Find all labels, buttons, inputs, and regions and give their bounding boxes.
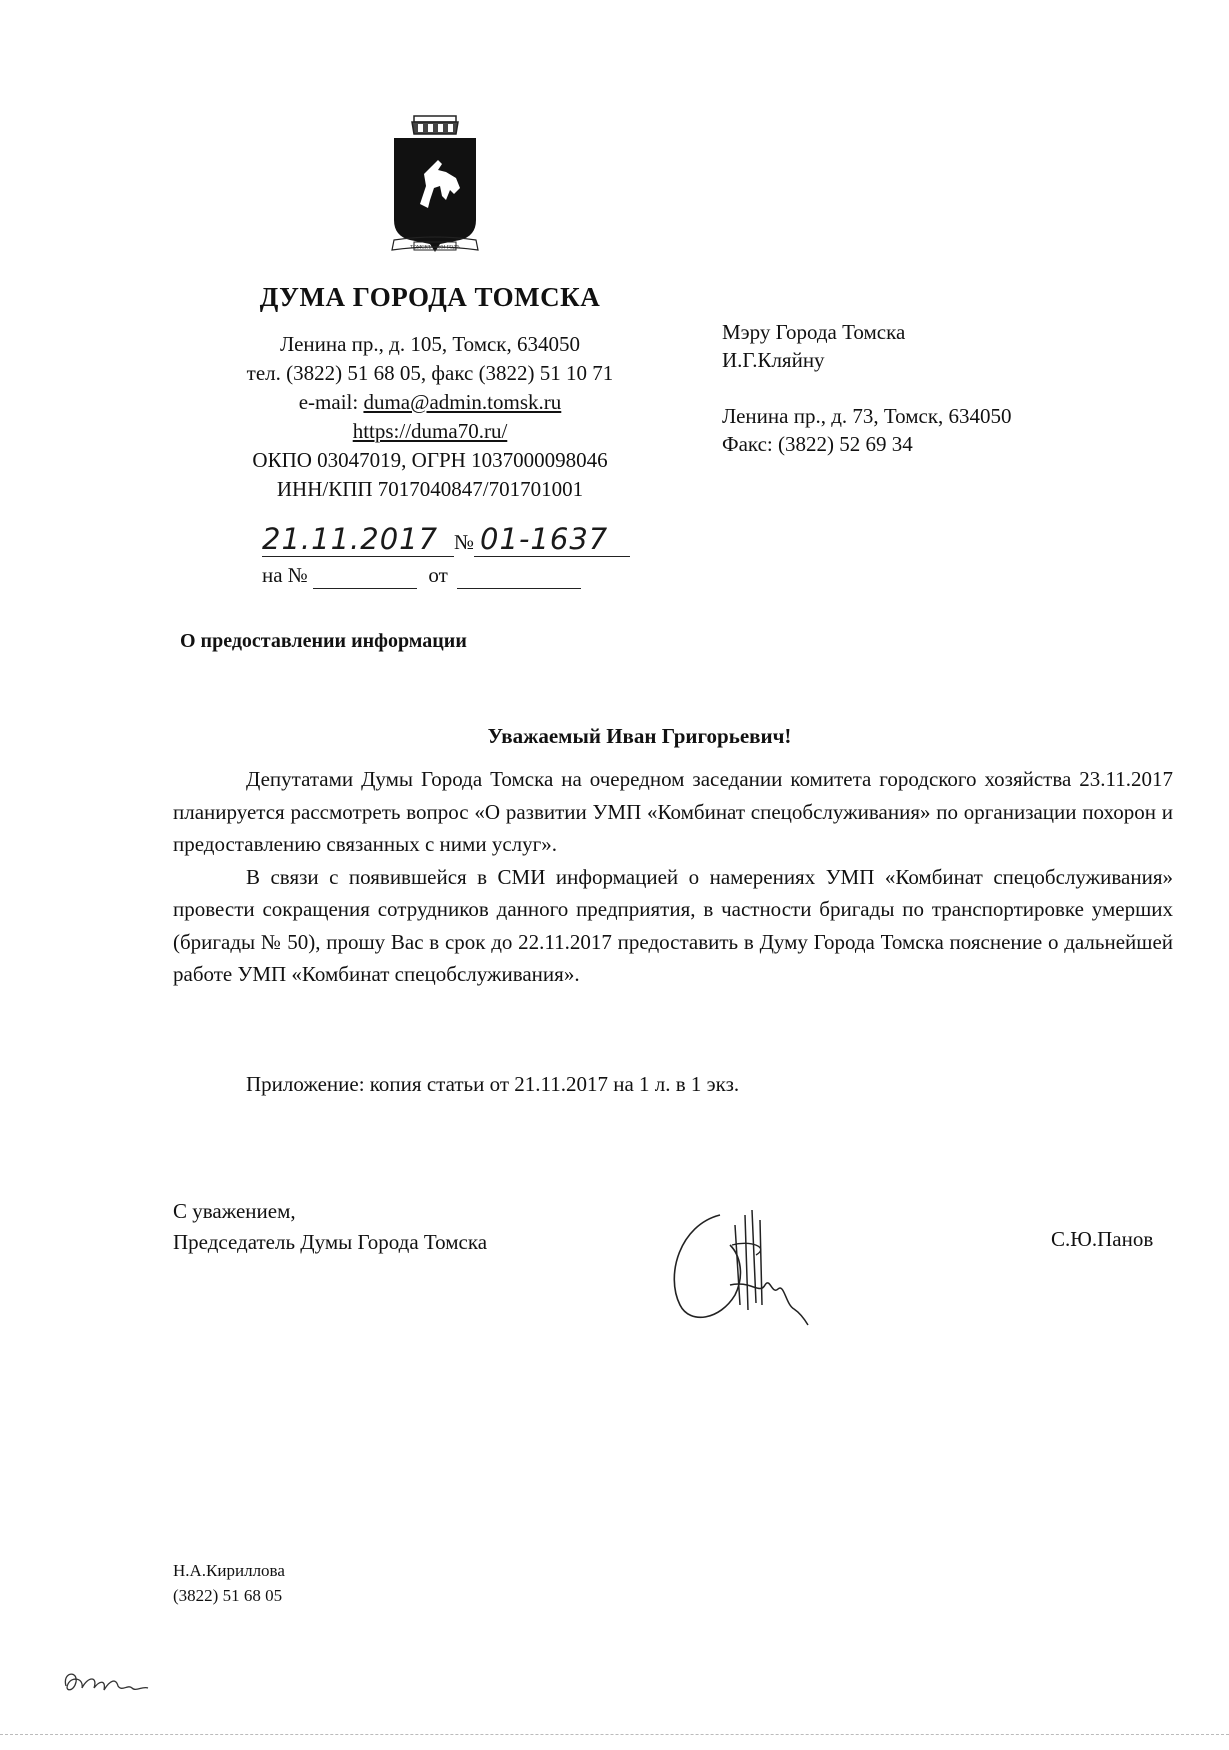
reference-number-label: на № bbox=[262, 563, 308, 587]
organization-name: ДУМА ГОРОДА ТОМСКА bbox=[259, 282, 601, 312]
email-link[interactable]: duma@admin.tomsk.ru bbox=[363, 390, 562, 414]
email-label: e-mail: bbox=[298, 390, 364, 414]
registration-number-label: № bbox=[454, 530, 475, 554]
reference-from-label: от bbox=[428, 563, 448, 587]
recipient-title: Мэру Города Томска bbox=[722, 320, 906, 344]
coat-of-arms-icon bbox=[380, 112, 490, 272]
handwritten-signature-icon bbox=[660, 1185, 830, 1335]
body-paragraph-1: Депутатами Думы Города Томска на очередном заседании комитета городского хозяйства 23.11.2017 планируется рассмотреть вопрос «О развитии УМП «Комбинат спецобслуживания» по организации похорон и предоставлению связанных с ними услуг». bbox=[173, 767, 1173, 856]
letter-greeting: Уважаемый Иван Григорьевич! bbox=[487, 724, 792, 748]
recipient-address: Ленина пр., д. 73, Томск, 634050 bbox=[722, 404, 1012, 428]
closing-regards: С уважением, bbox=[173, 1199, 296, 1223]
letter-subject: О предоставлении информации bbox=[180, 630, 467, 652]
attachment-note: Приложение: копия статьи от 21.11.2017 на 1 л. в 1 экз. bbox=[246, 1072, 740, 1096]
organization-details bbox=[180, 330, 680, 504]
letter-body bbox=[173, 763, 1173, 991]
signer-name: С.Ю.Панов bbox=[1051, 1227, 1154, 1251]
executor-block bbox=[173, 1558, 285, 1608]
svg-text:ТОМСКЪ · 1604 ГОДЪ: ТОМСКЪ · 1604 ГОДЪ bbox=[410, 245, 460, 251]
organization-phone-fax: тел. (3822) 51 68 05, факс (3822) 51 10 71 bbox=[246, 361, 614, 385]
organization-okpo-ogrn: ОКПО 03047019, ОГРН 1037000098046 bbox=[252, 448, 608, 472]
reference-number-blank bbox=[313, 563, 417, 589]
registration-date: 21.11.2017 bbox=[262, 522, 454, 557]
registration-line bbox=[262, 522, 630, 557]
recipient-block bbox=[722, 318, 1012, 458]
registration-number: 01-1637 bbox=[474, 522, 630, 557]
reference-date-blank bbox=[457, 563, 581, 589]
recipient-fax: Факс: (3822) 52 69 34 bbox=[722, 432, 913, 456]
executor-phone: (3822) 51 68 05 bbox=[173, 1586, 283, 1605]
closing-position: Председатель Думы Города Томска bbox=[173, 1230, 488, 1254]
closing-block bbox=[173, 1196, 487, 1258]
website-link[interactable]: https://duma70.ru/ bbox=[352, 419, 508, 443]
body-paragraph-2: В связи с появившейся в СМИ информацией о намерениях УМП «Комбинат спецобслуживания» провести сокращения сотрудников данного предприятия, в частности бригады по транспортировке умерших (бригады № 50), прошу Вас в срок до 22.11.2017 предоставить в Думу Города Томска пояснение о дальнейшей работе УМП «Комбинат спецобслуживания». bbox=[173, 864, 1173, 986]
recipient-name: И.Г.Кляйну bbox=[722, 348, 825, 372]
reference-line bbox=[262, 563, 581, 589]
executor-name: Н.А.Кириллова bbox=[173, 1561, 285, 1580]
handwritten-initials-icon bbox=[58, 1662, 158, 1700]
page-bottom-edge bbox=[0, 1734, 1229, 1735]
organization-inn-kpp: ИНН/КПП 7017040847/701701001 bbox=[276, 477, 584, 501]
organization-address: Ленина пр., д. 105, Томск, 634050 bbox=[279, 332, 581, 356]
organization-email-line bbox=[180, 388, 680, 417]
